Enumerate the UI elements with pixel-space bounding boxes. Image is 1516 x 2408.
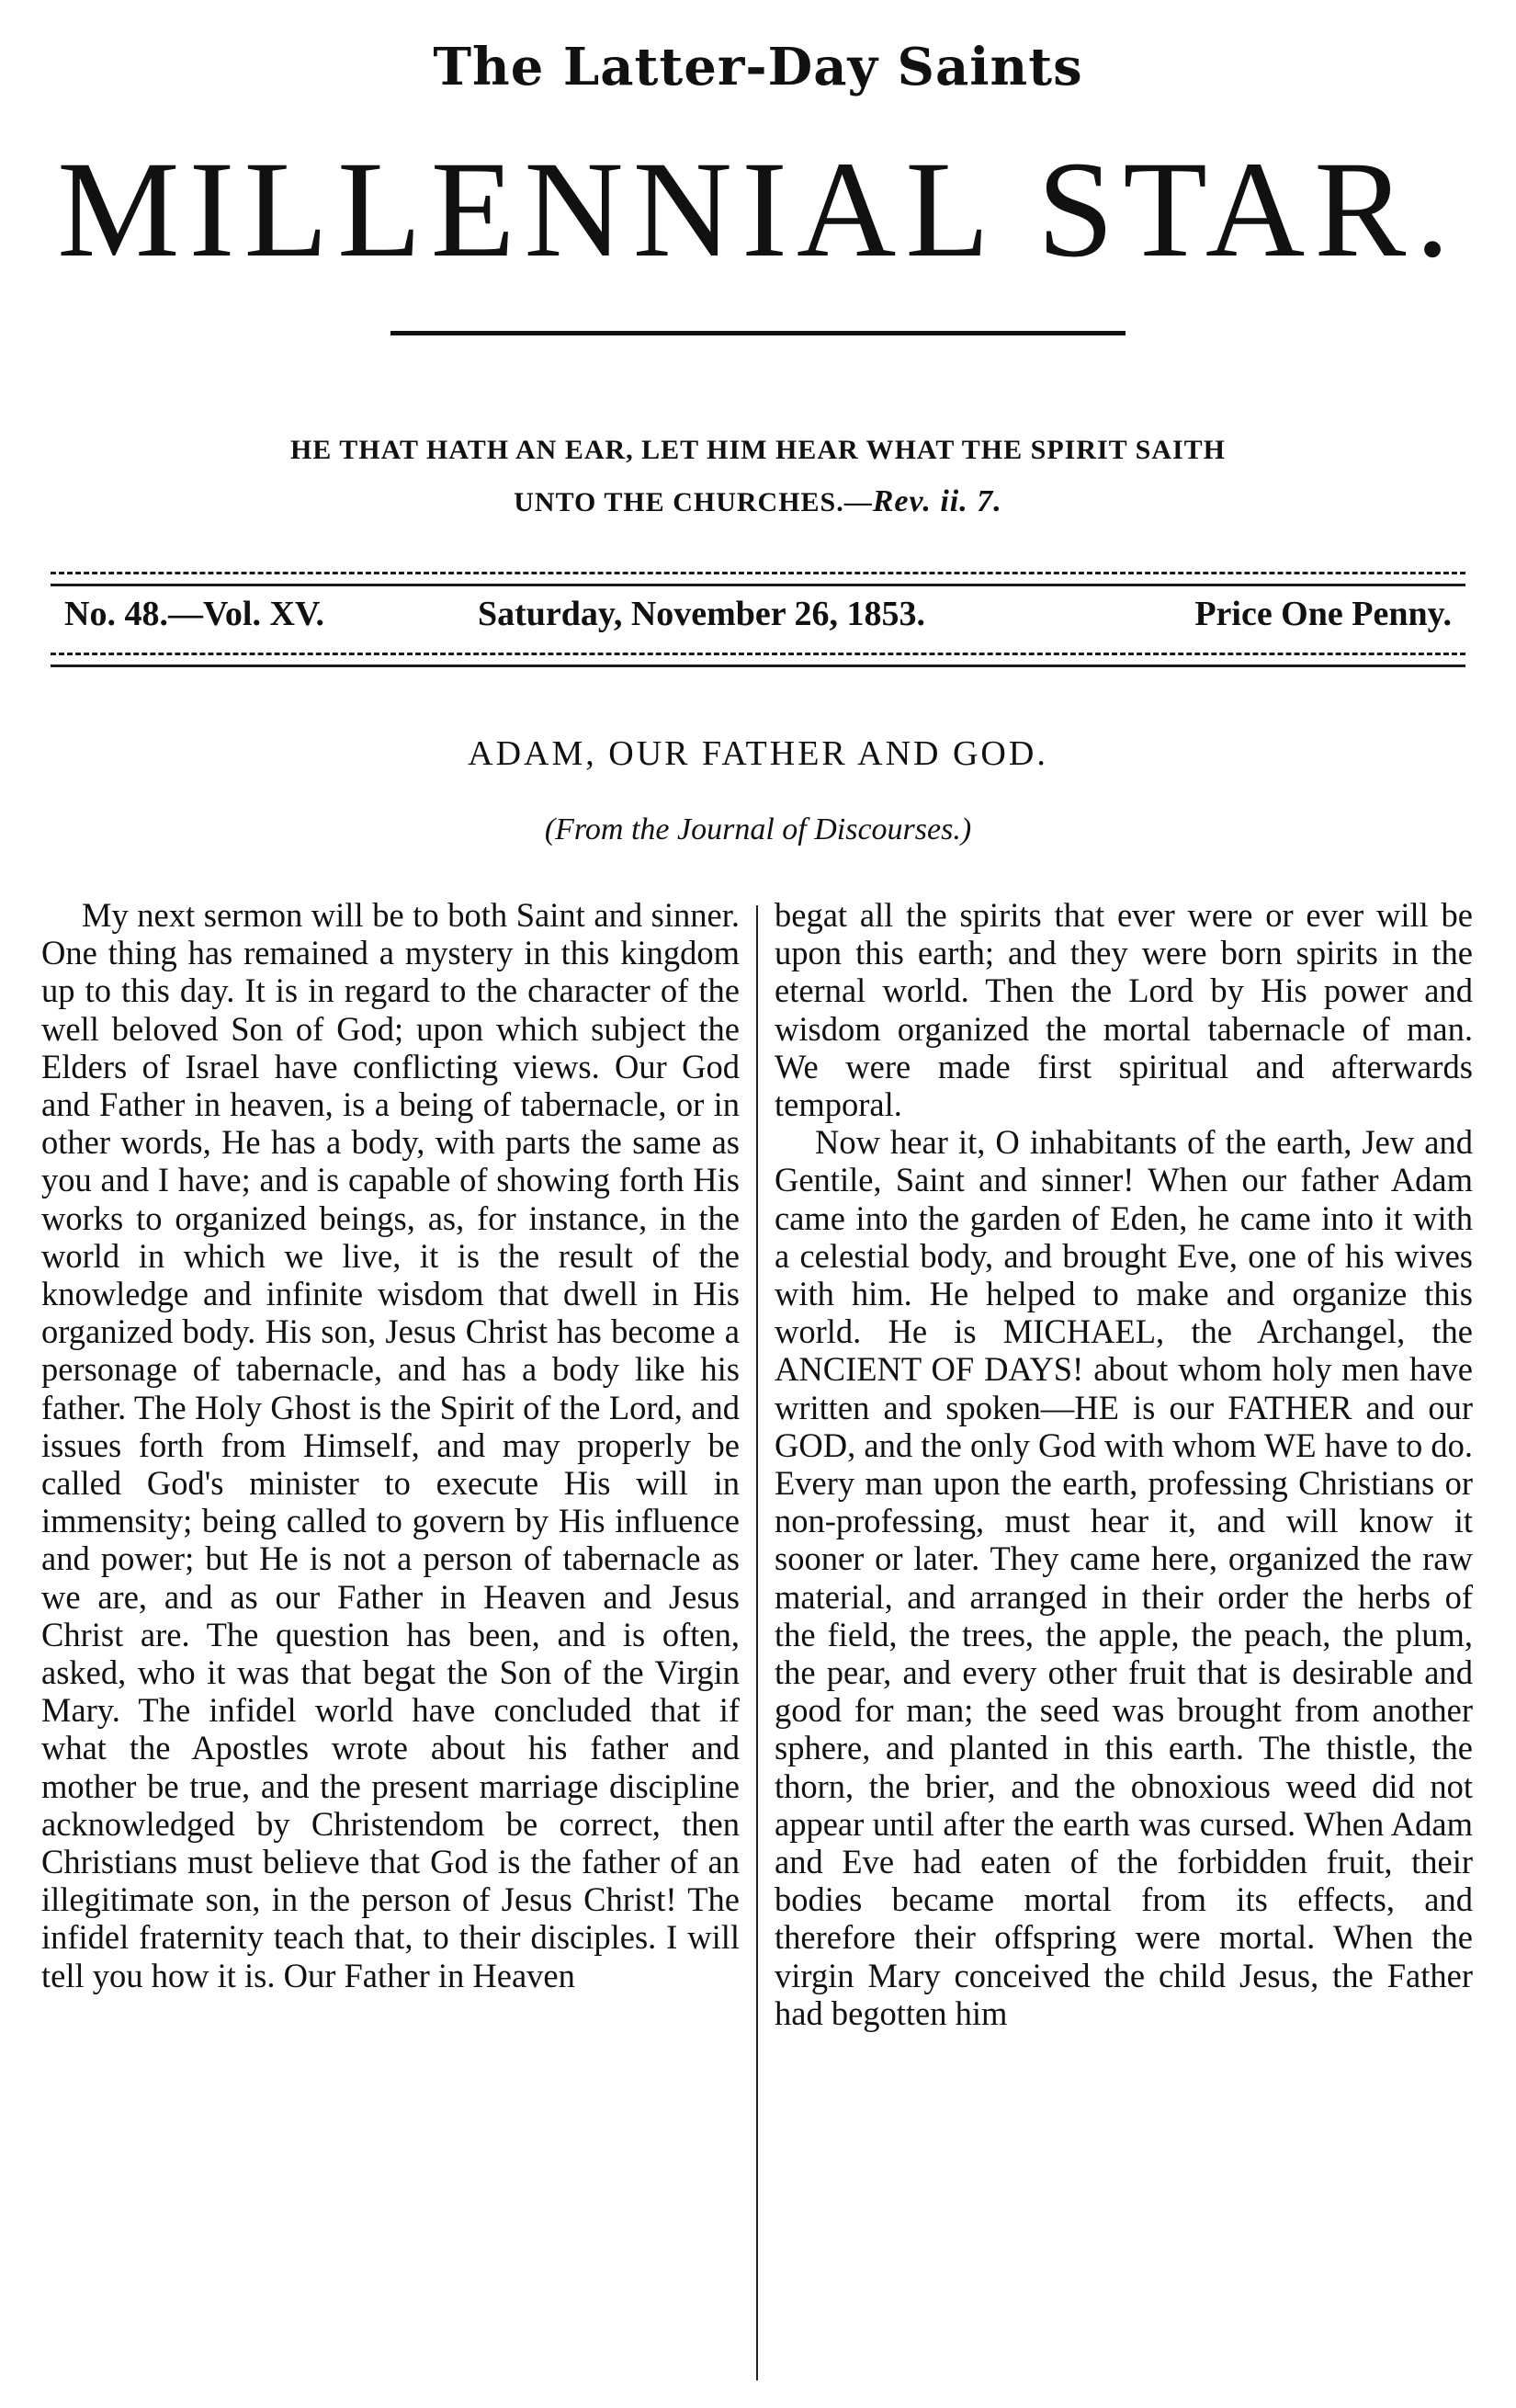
issue-rule-top <box>51 572 1465 586</box>
motto-line-2 <box>0 476 1516 528</box>
motto-line-1: HE THAT HATH AN EAR, LET HIM HEAR WHAT THE SPIRIT SAITH <box>289 435 1227 465</box>
masthead-title: MILLENNIAL STAR. <box>57 133 1459 286</box>
masthead-top-line: The Latter-Day Saints <box>433 37 1083 97</box>
article-title: ADAM, OUR FATHER AND GOD. <box>468 734 1048 773</box>
issue-date: Saturday, November 26, 1853. <box>478 595 925 633</box>
article-paragraph: My next sermon will be to both Saint and sinner. One thing has remained a mystery in this kingdom up to this day. It is in regard to the character of the well beloved Son of God; upon which subject the Elders of Israel have conflicting views. Our God and Father in heaven, is a being of tabernacle, or in other words, He has a body, with parts the same as you and I have; and is capable of showing forth His works to organized beings, as, for instance, in the world in which we live, it is the result of the knowledge and infinite wisdom that dwell in His organized body. His son, Jesus Christ has become a personage of tabernacle, and has a body like his father. The Holy Ghost is the Spirit of the Lord, and issues forth from Himself, and may properly be called God's minister to execute His will in immensity; being called to govern by His influence and power; but He is not a person of tabernacle as we are, and as our Father in Heaven and Jesus Christ are. The question has been, and is often, asked, who it was that begat the Son of the Virgin Mary. The infidel world have concluded that if what the Apostles wrote about his father and mother be true, and the present marriage discipline acknowledged by Christendom be correct, then Christians must believe that God is the father of an illegitimate son, in the person of Jesus Christ! The infidel fraternity teach that, to their disciples. I will tell you how it is. Our Father in Heaven <box>41 896 740 1994</box>
masthead-rule <box>390 331 1126 335</box>
motto-reference: Rev. ii. 7. <box>872 484 1002 518</box>
issue-rule-bottom <box>51 653 1465 667</box>
issue-price: Price One Penny. <box>1194 595 1452 633</box>
column-divider <box>756 905 758 2380</box>
motto <box>0 425 1516 528</box>
issue-number: No. 48.—Vol. XV. <box>64 595 324 633</box>
article-paragraph: Now hear it, O inhabitants of the earth, Jew and Gentile, Saint and sinner! When our father Adam came into the garden of Eden, he came into it with a celestial body, and brought Eve, one of his wives with him. He helped to make and organize this world. He is MICHAEL, the Archangel, the ANCIENT OF DAYS! about whom holy men have written and spoken—HE is our FATHER and our GOD, and the only God with whom WE have to do. Every man upon the earth, professing Christians or non-professing, must hear it, and will know it sooner or later. They came here, organized the raw material, and arranged in their order the herbs of the field, the trees, the apple, the peach, the plum, the pear, and every other fruit that is desirable and good for man; the seed was brought from another sphere, and planted in this earth. The thistle, the thorn, the brier, and the obnoxious weed did not appear until after the earth was cursed. When Adam and Eve had eaten of the forbidden fruit, their bodies became mortal from its effects, and therefore their offspring were mortal. When the virgin Mary conceived the child Jesus, the Father had begotten him <box>775 1123 1473 2032</box>
article-column-right <box>775 896 1473 2385</box>
motto-line-2-text: UNTO THE CHURCHES.— <box>514 487 873 517</box>
article-paragraph-continued: begat all the spirits that ever were or ever will be upon this earth; and they were born spirits in the eternal world. Then the Lord by His power and wisdom organized the mortal tabernacle of man. We were made first spiritual and afterwards temporal. <box>775 896 1473 1124</box>
article-column-left <box>41 896 740 2385</box>
issue-line <box>64 590 1452 645</box>
article-source: (From the Journal of Discourses.) <box>544 812 972 846</box>
